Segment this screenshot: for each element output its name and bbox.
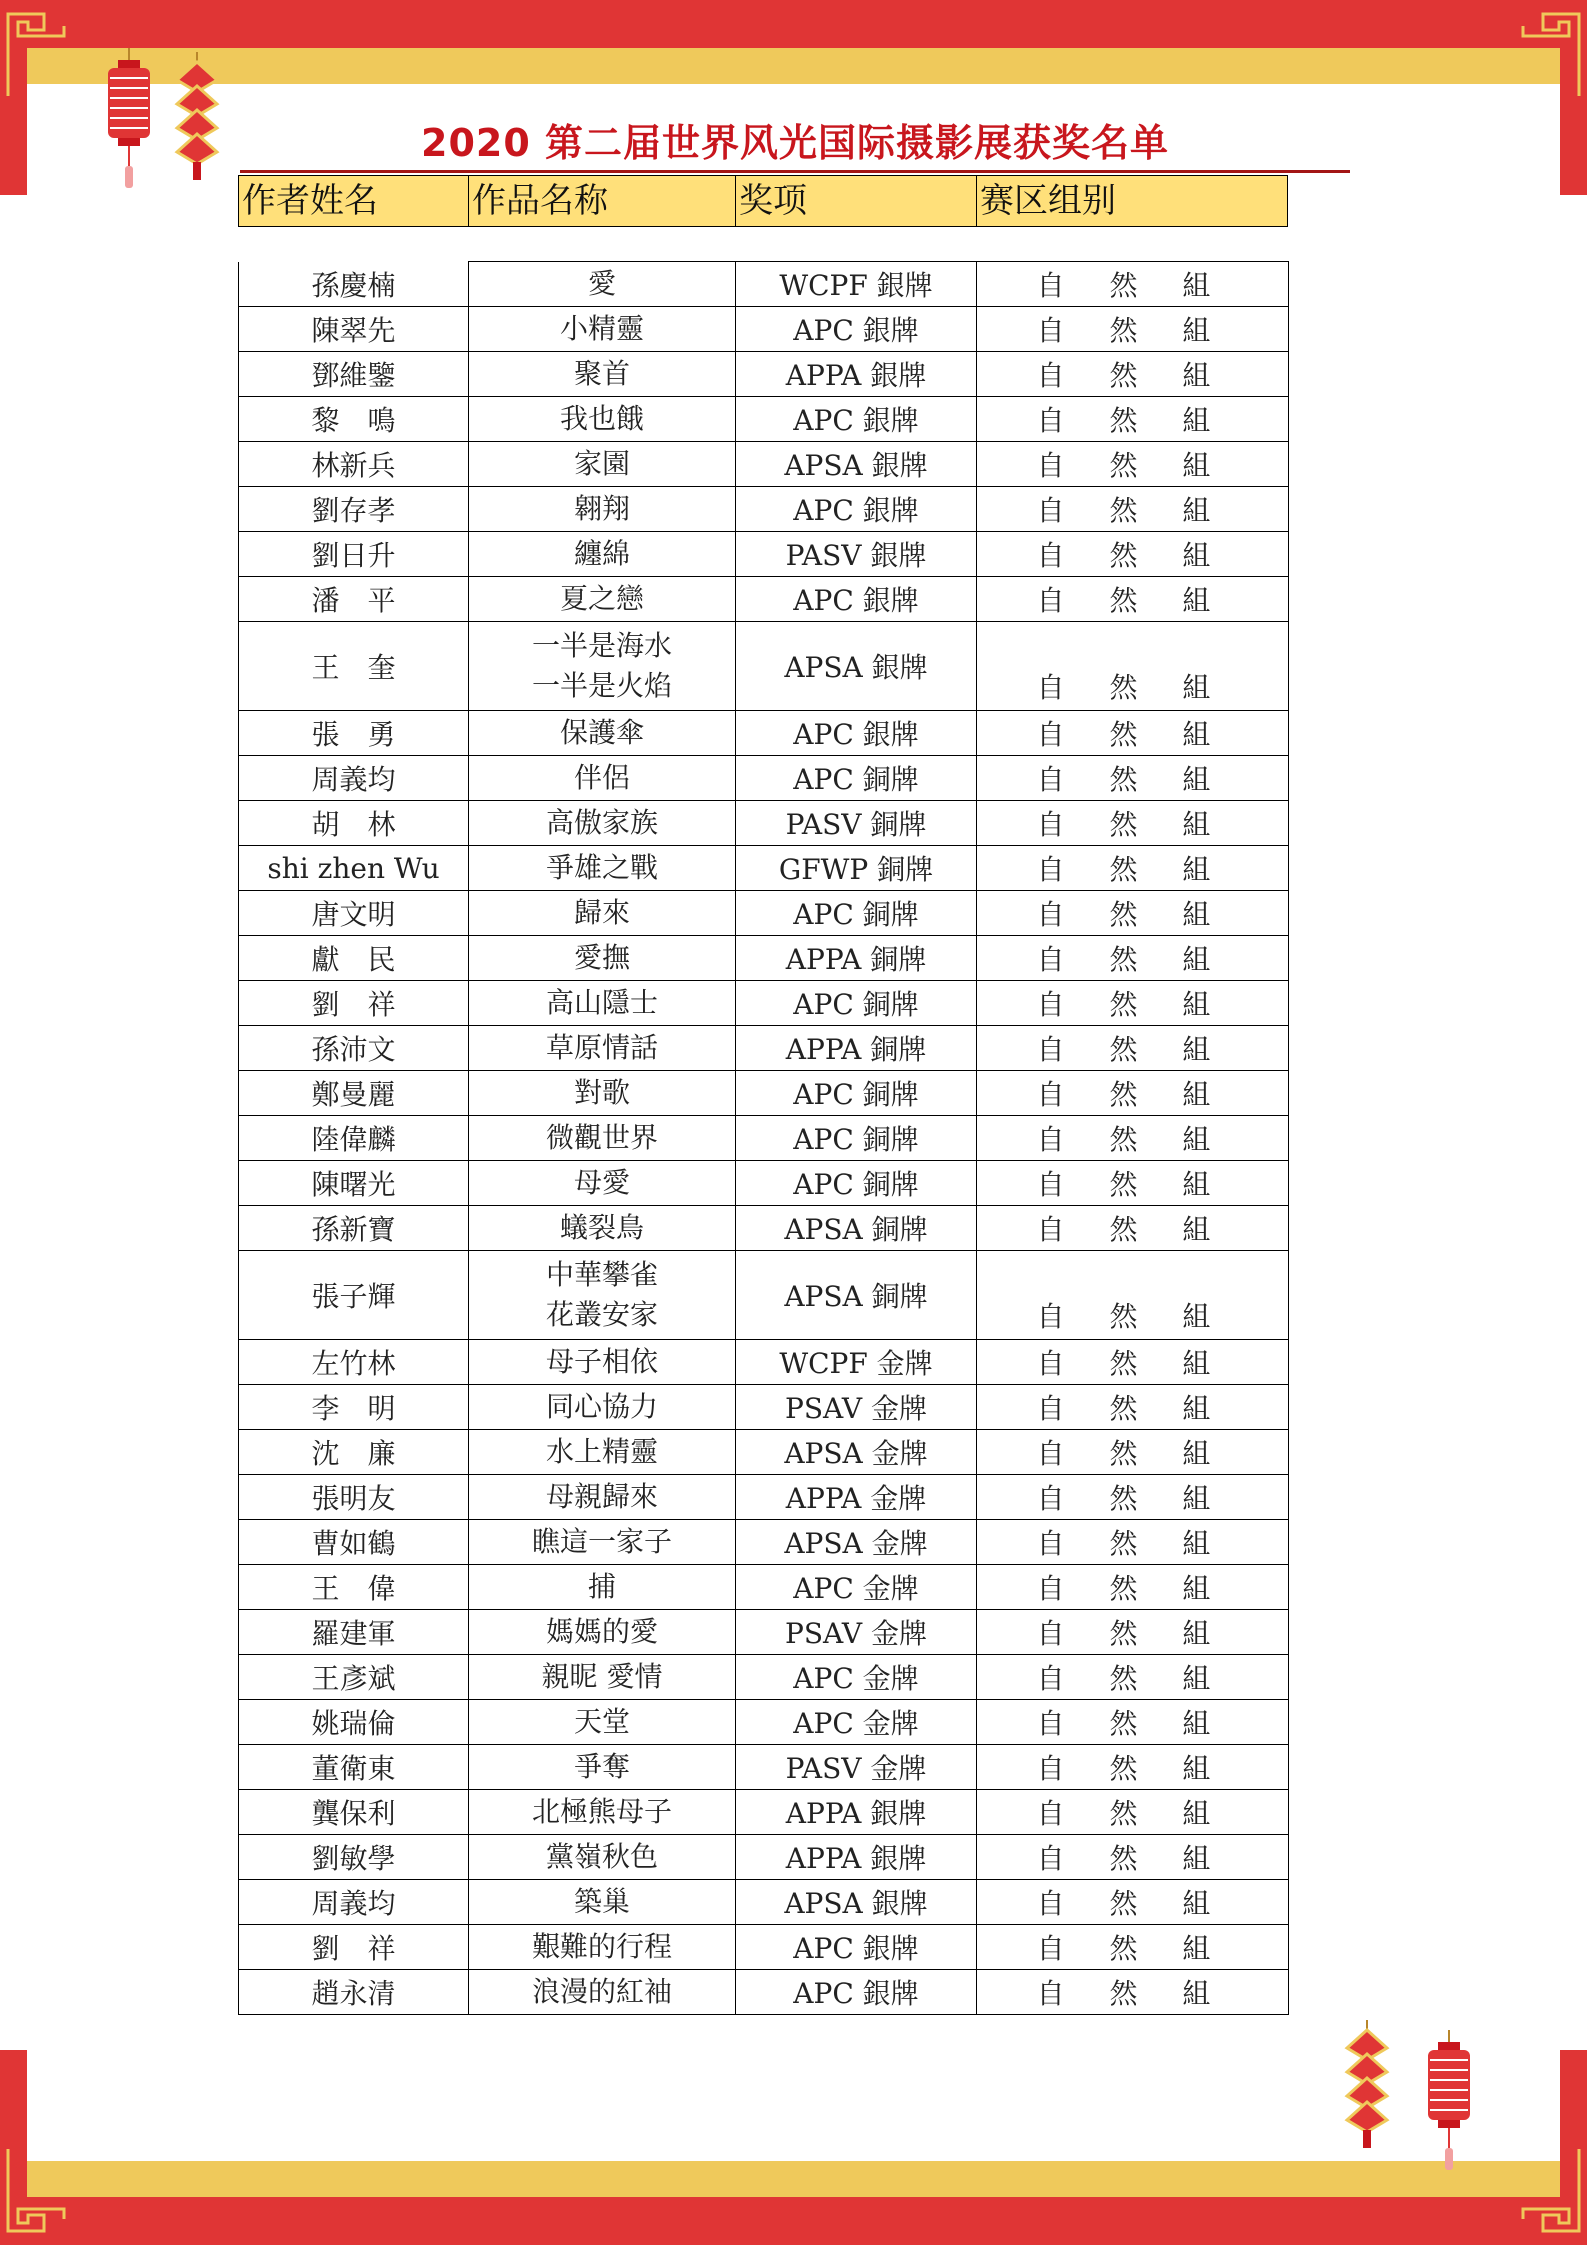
table-row <box>239 801 1289 846</box>
work-title-line: 蟻裂鳥 <box>559 1211 644 1244</box>
work-title-line: 高山隱士 <box>545 986 658 1019</box>
table-row <box>239 1835 1289 1880</box>
table-row <box>239 1116 1289 1161</box>
group-cell: 自 然 組 <box>977 1520 1289 1565</box>
work-title-cell <box>469 1026 736 1071</box>
work-title-line: 母親歸來 <box>545 1480 658 1513</box>
award-cell: APSA 銅牌 <box>736 1251 977 1340</box>
author-cell: shi zhen Wu <box>239 846 469 891</box>
author-cell: 姚瑞倫 <box>239 1700 469 1745</box>
award-cell: APC 銅牌 <box>736 756 977 801</box>
award-cell: APSA 銀牌 <box>736 442 977 487</box>
work-title-cell <box>469 891 736 936</box>
group-cell: 自 然 組 <box>977 1071 1289 1116</box>
work-title-cell <box>469 1655 736 1700</box>
group-cell: 自 然 組 <box>977 262 1289 307</box>
group-cell: 自 然 組 <box>977 487 1289 532</box>
table-row <box>239 307 1289 352</box>
author-cell: 陸偉麟 <box>239 1116 469 1161</box>
work-title-cell <box>469 1970 736 2015</box>
author-cell: 羅建軍 <box>239 1610 469 1655</box>
author-cell: 林新兵 <box>239 442 469 487</box>
award-cell: APPA 銀牌 <box>736 1790 977 1835</box>
work-title-line: 黨嶺秋色 <box>545 1840 658 1873</box>
work-title-line: 艱難的行程 <box>531 1930 672 1963</box>
group-cell: 自 然 組 <box>977 1700 1289 1745</box>
award-cell: PASV 金牌 <box>736 1745 977 1790</box>
work-title-line: 纏綿 <box>573 537 630 570</box>
group-cell: 自 然 組 <box>977 1385 1289 1430</box>
header-work: 作品名称 <box>469 176 736 226</box>
work-title-cell <box>469 756 736 801</box>
table-row <box>239 1700 1289 1745</box>
work-title-cell <box>469 1161 736 1206</box>
author-cell: 鄧維鑒 <box>239 352 469 397</box>
author-cell: 張 勇 <box>239 711 469 756</box>
author-cell: 潘 平 <box>239 577 469 622</box>
author-cell: 鄭曼麗 <box>239 1071 469 1116</box>
work-title-cell <box>469 577 736 622</box>
group-cell: 自 然 組 <box>977 1565 1289 1610</box>
work-title-cell <box>469 1610 736 1655</box>
work-title-line: 愛撫 <box>573 941 630 974</box>
group-cell: 自 然 組 <box>977 891 1289 936</box>
work-title-line: 爭奪 <box>573 1750 630 1783</box>
table-row <box>239 577 1289 622</box>
group-cell: 自 然 組 <box>977 1880 1289 1925</box>
table-row <box>239 532 1289 577</box>
bottom-gold-band <box>27 2161 1560 2197</box>
group-cell: 自 然 組 <box>977 1970 1289 2015</box>
award-cell: APSA 銅牌 <box>736 1206 977 1251</box>
award-cell: APPA 銅牌 <box>736 1026 977 1071</box>
work-title-cell <box>469 846 736 891</box>
award-cell: APC 銀牌 <box>736 487 977 532</box>
award-cell: APSA 金牌 <box>736 1430 977 1475</box>
author-cell: 龔保利 <box>239 1790 469 1835</box>
group-cell: 自 然 組 <box>977 1116 1289 1161</box>
top-frame-bar <box>0 0 1587 48</box>
table-row <box>239 1385 1289 1430</box>
author-cell: 董衛東 <box>239 1745 469 1790</box>
author-cell: 張子輝 <box>239 1251 469 1340</box>
group-cell: 自 然 組 <box>977 1206 1289 1251</box>
work-title-line: 微觀世界 <box>545 1121 658 1154</box>
table-row <box>239 1251 1289 1340</box>
work-title-cell <box>469 981 736 1026</box>
work-title-line: 天堂 <box>573 1705 630 1738</box>
author-cell: 黎 鳴 <box>239 397 469 442</box>
work-title-cell <box>469 1430 736 1475</box>
table-row <box>239 756 1289 801</box>
author-cell: 周義均 <box>239 756 469 801</box>
author-cell: 李 明 <box>239 1385 469 1430</box>
work-title-cell <box>469 1790 736 1835</box>
table-row <box>239 1206 1289 1251</box>
group-cell: 自 然 組 <box>977 1475 1289 1520</box>
table-row <box>239 1925 1289 1970</box>
award-cell: APPA 金牌 <box>736 1475 977 1520</box>
work-title-cell <box>469 622 736 711</box>
work-title-cell <box>469 1880 736 1925</box>
work-title-cell <box>469 1700 736 1745</box>
author-cell: 趙永清 <box>239 1970 469 2015</box>
work-title-cell <box>469 1206 736 1251</box>
work-title-line: 一半是海水 <box>531 629 672 662</box>
author-cell: 陳翠先 <box>239 307 469 352</box>
award-cell: APC 銀牌 <box>736 1970 977 2015</box>
work-title-line: 瞧這一家子 <box>531 1525 672 1558</box>
table-row <box>239 981 1289 1026</box>
work-title-line: 一半是火焰 <box>531 669 672 702</box>
work-title-line: 我也餓 <box>559 402 644 435</box>
table-row <box>239 1520 1289 1565</box>
work-title-line: 築巢 <box>573 1885 630 1918</box>
group-cell: 自 然 組 <box>977 577 1289 622</box>
group-cell: 自 然 組 <box>977 532 1289 577</box>
group-cell: 自 然 組 <box>977 1790 1289 1835</box>
work-title-cell <box>469 442 736 487</box>
table-row <box>239 936 1289 981</box>
award-cell: PSAV 金牌 <box>736 1385 977 1430</box>
table-row <box>239 711 1289 756</box>
award-cell: APSA 金牌 <box>736 1520 977 1565</box>
award-cell: APC 銀牌 <box>736 577 977 622</box>
work-title-cell <box>469 487 736 532</box>
table-row <box>239 1970 1289 2015</box>
work-title-line: 浪漫的紅袖 <box>531 1975 672 2008</box>
work-title-line: 聚首 <box>573 357 630 390</box>
table-row <box>239 1745 1289 1790</box>
work-title-line: 草原情話 <box>545 1031 658 1064</box>
work-title-cell <box>469 307 736 352</box>
award-cell: APPA 銀牌 <box>736 1835 977 1880</box>
work-title-cell <box>469 1925 736 1970</box>
group-cell: 自 然 組 <box>977 1430 1289 1475</box>
award-cell: GFWP 銅牌 <box>736 846 977 891</box>
award-cell: APC 銀牌 <box>736 1925 977 1970</box>
group-cell: 自 然 組 <box>977 442 1289 487</box>
award-cell: APC 銅牌 <box>736 1116 977 1161</box>
table-row <box>239 1610 1289 1655</box>
author-cell: 劉 祥 <box>239 1925 469 1970</box>
group-cell: 自 然 組 <box>977 1610 1289 1655</box>
work-title-cell <box>469 1565 736 1610</box>
author-cell: 王 奎 <box>239 622 469 711</box>
work-title-cell <box>469 1340 736 1385</box>
corner-ornament-top-left <box>4 6 94 106</box>
award-cell: PASV 銅牌 <box>736 801 977 846</box>
lantern-icon <box>104 48 154 198</box>
group-cell: 自 然 組 <box>977 801 1289 846</box>
group-cell: 自 然 組 <box>977 1161 1289 1206</box>
work-title-line: 捕 <box>587 1570 616 1603</box>
award-cell: APC 銀牌 <box>736 711 977 756</box>
work-title-line: 愛 <box>587 267 616 300</box>
work-title-cell <box>469 397 736 442</box>
work-title-cell <box>469 711 736 756</box>
table-row <box>239 1565 1289 1610</box>
table-row <box>239 1161 1289 1206</box>
work-title-cell <box>469 1745 736 1790</box>
author-cell: 張明友 <box>239 1475 469 1520</box>
award-cell: APPA 銅牌 <box>736 936 977 981</box>
work-title-cell <box>469 1520 736 1565</box>
work-title-line: 花叢安家 <box>545 1298 658 1331</box>
work-title-line: 母愛 <box>573 1166 630 1199</box>
firecracker-icon <box>172 52 222 182</box>
award-cell: APSA 銀牌 <box>736 622 977 711</box>
award-cell: APC 銀牌 <box>736 307 977 352</box>
author-cell: 孫沛文 <box>239 1026 469 1071</box>
corner-ornament-top-right <box>1493 6 1583 106</box>
award-cell: APSA 銀牌 <box>736 1880 977 1925</box>
group-cell: 自 然 組 <box>977 1925 1289 1970</box>
award-cell: WCPF 銀牌 <box>736 262 977 307</box>
work-title-line: 爭雄之戰 <box>545 851 658 884</box>
work-title-line: 親昵 愛情 <box>541 1660 663 1693</box>
author-cell: 王彥斌 <box>239 1655 469 1700</box>
author-cell: 曹如鶴 <box>239 1520 469 1565</box>
work-title-cell <box>469 1835 736 1880</box>
work-title-line: 歸來 <box>573 896 630 929</box>
award-cell: APC 銅牌 <box>736 981 977 1026</box>
work-title-line: 同心協力 <box>545 1390 658 1423</box>
group-cell: 自 然 組 <box>977 622 1289 711</box>
work-title-cell <box>469 352 736 397</box>
group-cell: 自 然 組 <box>977 1026 1289 1071</box>
table-row <box>239 1880 1289 1925</box>
group-cell: 自 然 組 <box>977 846 1289 891</box>
group-cell: 自 然 組 <box>977 756 1289 801</box>
work-title-cell <box>469 262 736 307</box>
group-cell: 自 然 組 <box>977 1251 1289 1340</box>
author-cell: 劉日升 <box>239 532 469 577</box>
author-cell: 劉 祥 <box>239 981 469 1026</box>
work-title-cell <box>469 1385 736 1430</box>
work-title-line: 夏之戀 <box>559 582 644 615</box>
work-title-line: 小精靈 <box>559 312 644 345</box>
work-title-line: 中華攀雀 <box>545 1258 658 1291</box>
group-cell: 自 然 組 <box>977 981 1289 1026</box>
page-title: 2020 第二届世界风光国际摄影展获奖名单 <box>421 121 1169 165</box>
table-header <box>238 175 1288 227</box>
award-cell: APC 金牌 <box>736 1655 977 1700</box>
award-cell: PASV 銀牌 <box>736 532 977 577</box>
table-row <box>239 487 1289 532</box>
work-title-line: 水上精靈 <box>545 1435 658 1468</box>
author-cell: 沈 廉 <box>239 1430 469 1475</box>
table-row <box>239 262 1289 307</box>
award-cell: APC 銀牌 <box>736 397 977 442</box>
table-row <box>239 397 1289 442</box>
author-cell: 獻 民 <box>239 936 469 981</box>
work-title-cell <box>469 801 736 846</box>
work-title-line: 北極熊母子 <box>531 1795 672 1828</box>
table-row <box>239 1340 1289 1385</box>
work-title-cell <box>469 1071 736 1116</box>
top-gold-band <box>27 48 1560 84</box>
table-row <box>239 622 1289 711</box>
table-row <box>239 1475 1289 1520</box>
group-cell: 自 然 組 <box>977 352 1289 397</box>
group-cell: 自 然 組 <box>977 1340 1289 1385</box>
lantern-icon <box>1424 2030 1474 2180</box>
work-title-line: 家園 <box>573 447 630 480</box>
award-cell: APC 銅牌 <box>736 1071 977 1116</box>
work-title-line: 對歌 <box>573 1076 630 1109</box>
award-cell: APC 銅牌 <box>736 891 977 936</box>
work-title-cell <box>469 1251 736 1340</box>
table-row <box>239 352 1289 397</box>
table-row <box>239 1655 1289 1700</box>
group-cell: 自 然 組 <box>977 307 1289 352</box>
work-title-cell <box>469 1116 736 1161</box>
table-row <box>239 1790 1289 1835</box>
header-author: 作者姓名 <box>239 176 469 226</box>
corner-ornament-bottom-left <box>4 2139 94 2239</box>
work-title-line: 母子相依 <box>545 1345 658 1378</box>
work-title-cell <box>469 1475 736 1520</box>
author-cell: 左竹林 <box>239 1340 469 1385</box>
bottom-frame-bar <box>0 2197 1587 2245</box>
group-cell: 自 然 組 <box>977 1745 1289 1790</box>
work-title-line: 高傲家族 <box>545 806 658 839</box>
table-row <box>239 442 1289 487</box>
author-cell: 孫新寶 <box>239 1206 469 1251</box>
group-cell: 自 然 組 <box>977 936 1289 981</box>
work-title-line: 伴侶 <box>573 761 630 794</box>
firecracker-icon <box>1342 2020 1392 2150</box>
table-row <box>239 1026 1289 1071</box>
award-cell: APPA 銀牌 <box>736 352 977 397</box>
author-cell: 孫慶楠 <box>239 262 469 307</box>
author-cell: 劉存孝 <box>239 487 469 532</box>
work-title-line: 翱翔 <box>573 492 630 525</box>
header-group: 赛区组别 <box>980 181 1116 221</box>
award-cell: APC 金牌 <box>736 1565 977 1610</box>
table-row <box>239 891 1289 936</box>
award-cell: APC 銅牌 <box>736 1161 977 1206</box>
author-cell: 周義均 <box>239 1880 469 1925</box>
work-title-cell <box>469 532 736 577</box>
title-underline <box>240 170 1350 173</box>
awards-table <box>238 261 1289 2015</box>
work-title-line: 保護傘 <box>559 716 644 749</box>
work-title-line: 媽媽的愛 <box>545 1615 658 1648</box>
award-cell: APC 金牌 <box>736 1700 977 1745</box>
work-title-cell <box>469 936 736 981</box>
table-row <box>239 1430 1289 1475</box>
author-cell: 陳曙光 <box>239 1161 469 1206</box>
award-cell: PSAV 金牌 <box>736 1610 977 1655</box>
group-cell: 自 然 組 <box>977 711 1289 756</box>
group-cell: 自 然 組 <box>977 1655 1289 1700</box>
table-row <box>239 1071 1289 1116</box>
corner-ornament-bottom-right <box>1493 2139 1583 2239</box>
author-cell: 劉敏學 <box>239 1835 469 1880</box>
author-cell: 胡 林 <box>239 801 469 846</box>
author-cell: 唐文明 <box>239 891 469 936</box>
group-cell: 自 然 組 <box>977 1835 1289 1880</box>
header-award: 奖项 <box>736 176 977 226</box>
table-row <box>239 846 1289 891</box>
award-cell: WCPF 金牌 <box>736 1340 977 1385</box>
author-cell: 王 偉 <box>239 1565 469 1610</box>
group-cell: 自 然 組 <box>977 397 1289 442</box>
